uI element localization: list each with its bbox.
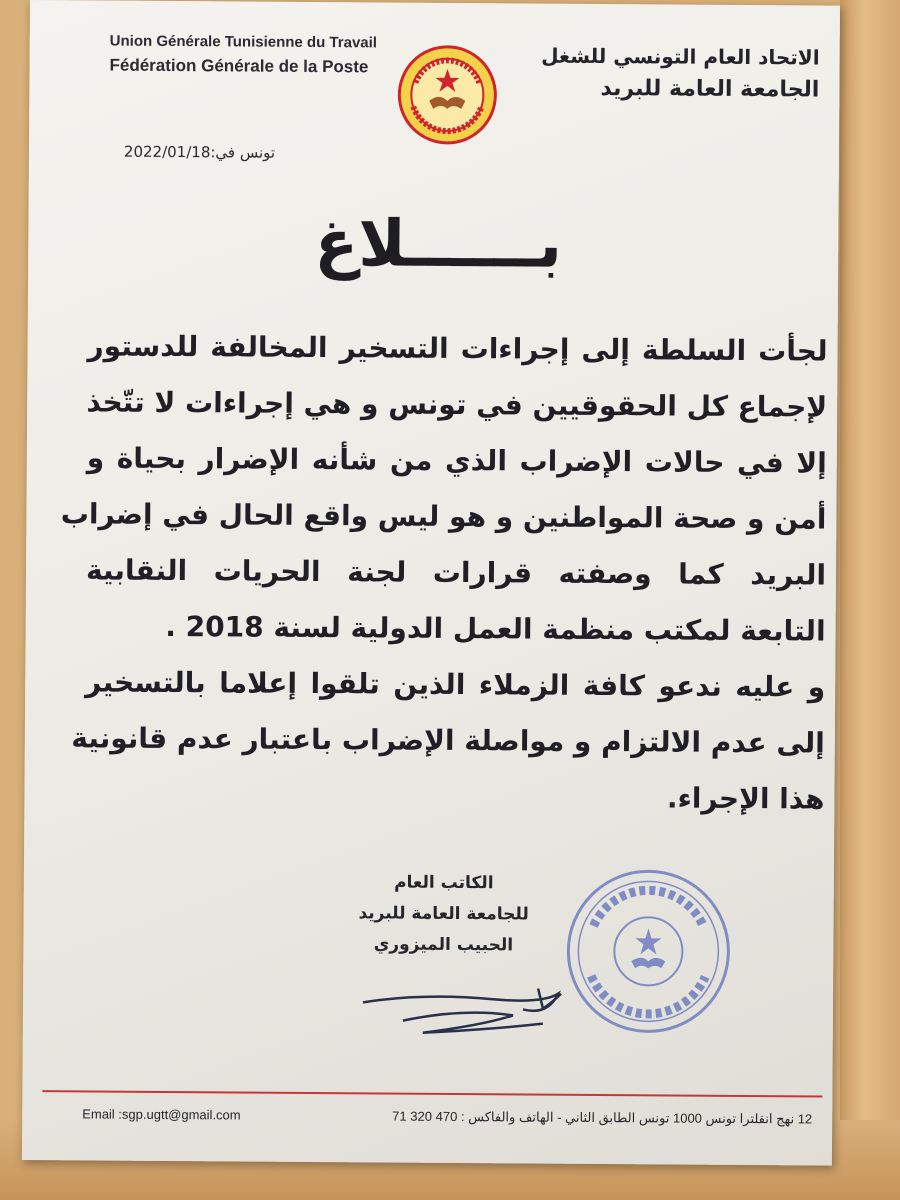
signatory-organization: للجامعة العامة للبريد: [358, 903, 529, 925]
signatory-name: الحبيب الميزوري: [373, 934, 514, 956]
footer-email: Email :sgp.ugtt@gmail.com: [82, 1106, 241, 1123]
federation-name-fr: Fédération Générale de la Poste: [109, 55, 369, 77]
handwritten-signature-icon: [343, 962, 604, 1054]
signatory-role: الكاتب العام: [394, 872, 494, 894]
table-surface-right: [840, 0, 900, 1200]
body-line: إلى عدم الالتزام و مواصلة الإضراب باعتبار عدم قانونية: [71, 721, 825, 760]
union-name-fr: Union Générale Tunisienne du Travail: [109, 32, 378, 52]
date-line: تونس في:2022/01/18: [123, 142, 276, 162]
document-page: [22, 0, 840, 1166]
body-line: أمن و صحة المواطنين و هو ليس واقع الحال في إضراب: [60, 497, 827, 536]
body-line: إلا في حالات الإضراب الذي من شأنه الإضرار بحياة و: [86, 441, 827, 480]
body-line: لإجماع كل الحقوقيين في تونس و هي إجراءات لا تتّخذ: [86, 385, 828, 424]
footer-divider: [42, 1090, 822, 1097]
body-line: هذا الإجراء.: [666, 781, 825, 816]
letterhead-arabic: [519, 43, 819, 102]
body-line: التابعة لمكتب منظمة العمل الدولية لسنة 2018 .: [165, 609, 826, 648]
body-line: و عليه ندعو كافة الزملاء الذين تلقوا إعلاما بالتسخير: [85, 665, 826, 704]
body-line: البريد كما وصفته قرارات لجنة الحريات النقابية: [85, 553, 827, 592]
union-name-ar: الاتحاد العام التونسي للشغل: [541, 43, 820, 70]
letterhead-french: [109, 33, 409, 78]
ugtt-logo-icon: [395, 43, 500, 148]
body-line: لجأت السلطة إلى إجراءات التسخير المخالفة للدستور: [87, 329, 828, 368]
statement-body: [60, 318, 828, 827]
footer: [82, 1106, 813, 1127]
document-title: بــــــلاغ: [314, 206, 563, 283]
signatory-block: [323, 867, 564, 962]
footer-address: 12 نهج انقلترا تونس 1000 تونس الطابق الثاني - الهاتف والفاكس : 470 320 71: [392, 1108, 813, 1127]
federation-name-ar: الجامعة العامة للبريد: [600, 75, 820, 103]
